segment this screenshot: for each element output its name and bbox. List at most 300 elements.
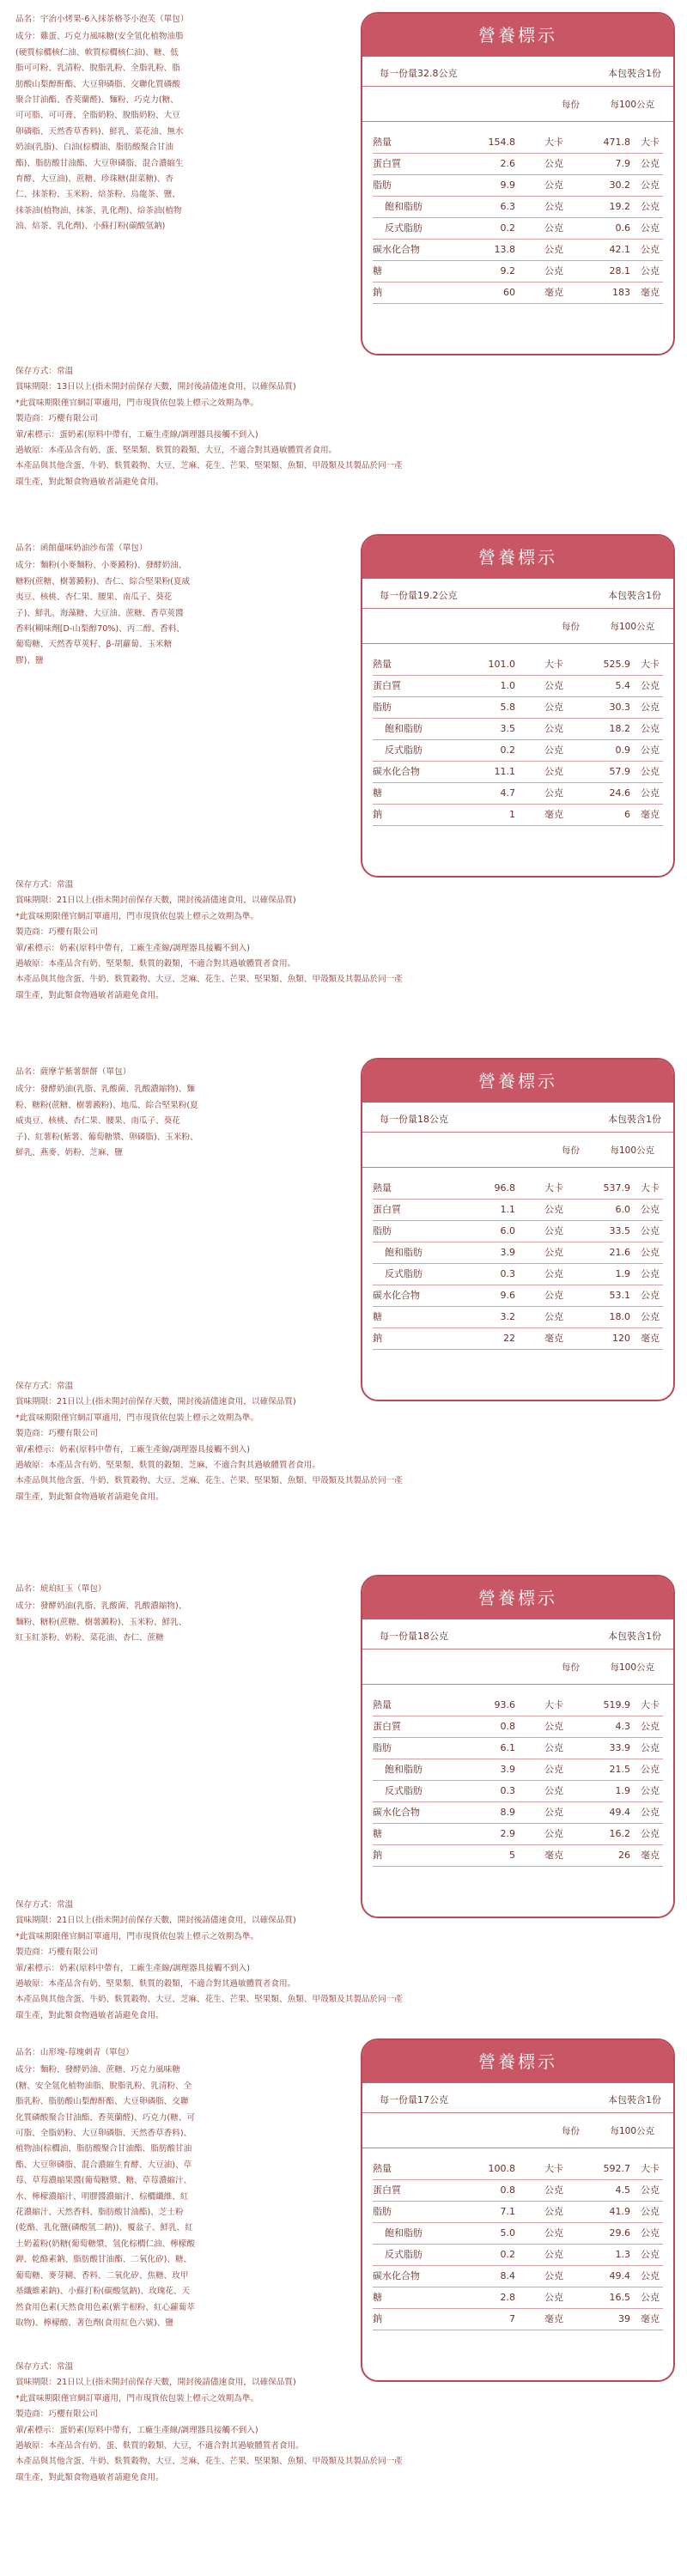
storage-line: *此賞味期限僅官網訂單適用，門市現貨依包裝上標示之效期為準。 xyxy=(15,2393,259,2403)
nutrient-label: 蛋白質 xyxy=(373,158,401,169)
storage-line: 環生產，對此類食物過敏者請避免食用。 xyxy=(15,2010,164,2020)
ingredient-line: 仁、抹茶粉、玉米粉、焙茶粉、烏龍茶、鹽、 xyxy=(15,190,180,200)
storage-line: 葷/素標示：奶素(原料中帶有，工廠生產線/調理器具接觸不到入) xyxy=(15,1963,250,1973)
ingredient-line: 水、檸檬濃縮汁、明膠醬濃縮汁、棕櫚纖維、紅 xyxy=(15,2191,189,2202)
serving-size: 每一份量18公克 xyxy=(380,1631,448,1642)
ingredient-line: 莓、草莓濃縮果醬(葡萄糖漿、糖、草莓濃縮汁、 xyxy=(15,2176,192,2186)
unit-per-100g: 公克 xyxy=(641,723,660,734)
value-per-serving: 9.9 xyxy=(500,179,515,191)
ingredient-line: 子)、紅薯粉(紫薯、葡萄糖漿、卵磷脂)、玉米粉、 xyxy=(15,1132,198,1142)
value-per-serving: 0.8 xyxy=(500,2184,515,2196)
storage-line: 保存方式：常溫 xyxy=(15,1382,74,1391)
servings-per-pack: 本包裝含1份 xyxy=(608,68,661,79)
unit-per-serving: 公克 xyxy=(544,222,563,234)
column-headers xyxy=(362,609,673,644)
column-headers xyxy=(362,1133,673,1168)
value-per-serving: 0.8 xyxy=(500,1721,515,1732)
product-description xyxy=(15,1582,307,1647)
nutrition-label-title: 營養標示 xyxy=(362,536,673,579)
storage-line: 保存方式：常溫 xyxy=(15,2362,74,2372)
nutrient-label: 熱量 xyxy=(373,2163,392,2174)
storage-line: *此賞味期限僅官網訂單適用，門市現貨依包裝上標示之效期為準。 xyxy=(15,911,259,921)
value-per-serving: 7 xyxy=(509,2313,515,2324)
value-per-100g: 1.9 xyxy=(615,1785,630,1796)
ingredient-line: 糖粉(蔗糖、樹薯澱粉)、杏仁、綜合堅果粉(夏威 xyxy=(15,576,191,586)
storage-line: 過敏原：本產品含有奶、蛋、麩質的穀類、大豆，不適合對其過敏體質者食用。 xyxy=(15,2441,304,2451)
value-per-100g: 18.0 xyxy=(609,1311,630,1322)
col-per-serving: 每份 xyxy=(562,100,580,110)
unit-per-serving: 大卡 xyxy=(544,1699,563,1710)
nutrient-row xyxy=(373,654,663,676)
servings-per-pack: 本包裝含1份 xyxy=(608,590,661,601)
servings-per-pack: 本包裝含1份 xyxy=(608,2094,661,2105)
unit-per-serving: 公克 xyxy=(544,244,563,255)
product-name: 品名：宇治小烤果-6入抹茶格苓小泡芙（單包） xyxy=(15,15,189,24)
storage-line: 賞味期限：21日以上(指未開封前保存天數，開封後請儘速食用，以確保品質) xyxy=(15,2378,296,2388)
nutrient-row xyxy=(373,1845,663,1867)
nutrient-label: 脂肪 xyxy=(373,179,392,191)
unit-per-serving: 公克 xyxy=(544,1204,563,1215)
ingredient-line: 成分：發酵奶油(乳脂、乳酸菌、乳酸濃縮物)、 xyxy=(15,1601,187,1612)
nutrient-row xyxy=(373,1242,663,1264)
value-per-serving: 1.0 xyxy=(500,680,515,691)
value-per-100g: 28.1 xyxy=(609,265,630,276)
unit-per-serving: 公克 xyxy=(544,1764,563,1775)
unit-per-100g: 公克 xyxy=(641,1785,660,1796)
unit-per-100g: 毫克 xyxy=(641,2313,660,2324)
col-per-serving: 每份 xyxy=(562,1145,580,1156)
nutrient-rows xyxy=(362,1168,673,1350)
nutrient-row xyxy=(373,2202,663,2223)
value-per-serving: 0.2 xyxy=(500,744,515,756)
value-per-100g: 183 xyxy=(612,287,630,298)
nutrient-row xyxy=(373,805,663,826)
unit-per-100g: 公克 xyxy=(641,1290,660,1301)
unit-per-100g: 毫克 xyxy=(641,1333,660,1344)
nutrient-row xyxy=(373,719,663,740)
unit-per-serving: 公克 xyxy=(544,1290,563,1301)
unit-per-100g: 公克 xyxy=(641,1721,660,1732)
value-per-100g: 33.5 xyxy=(609,1225,630,1236)
col-per-serving: 每份 xyxy=(562,1662,580,1673)
nutrient-label: 蛋白質 xyxy=(373,1204,401,1215)
value-per-100g: 53.1 xyxy=(609,1290,630,1301)
nutrient-row xyxy=(373,783,663,805)
col-per-serving: 每份 xyxy=(562,2126,580,2136)
value-per-serving: 0.2 xyxy=(500,222,515,234)
product-description xyxy=(15,2045,307,2331)
storage-line: 本產品與其他含蛋、牛奶、麩質穀物、大豆、芝麻、花生、芒果、堅果類、魚類、甲殼類及其製品於同一產 xyxy=(15,1476,403,1486)
value-per-100g: 471.8 xyxy=(603,137,630,148)
storage-line: 保存方式：常溫 xyxy=(15,367,74,376)
value-per-100g: 19.2 xyxy=(609,201,630,212)
unit-per-100g: 大卡 xyxy=(641,1182,660,1194)
ingredient-line: 可可脂、可可膏、全脂奶粉、脫脂奶粉、大豆 xyxy=(15,111,180,121)
value-per-serving: 8.9 xyxy=(500,1807,515,1818)
nutrient-label: 熱量 xyxy=(373,659,392,670)
nutrition-label-title: 營養標示 xyxy=(362,1577,673,1619)
ingredient-line: 鉀、乾酪素鈉、脂肪酸甘油酯、二氧化矽)、糖、 xyxy=(15,2255,192,2265)
storage-line: 葷/素標示：奶素(原料中帶有，工廠生產線/調理器具接觸不到入) xyxy=(15,943,250,953)
storage-line: 賞味期限：21日以上(指未開封前保存天數，開封後請儘速食用，以確保品質) xyxy=(15,896,296,906)
ingredient-line: 香料(糊味劑[D-山梨醇70%)、丙二醇、香料、 xyxy=(15,624,185,635)
unit-per-100g: 公克 xyxy=(641,680,660,691)
unit-per-serving: 大卡 xyxy=(544,137,563,148)
value-per-serving: 6.0 xyxy=(500,1225,515,1236)
storage-line: 本產品與其他含蛋、牛奶、麩質穀物、大豆、芝麻、花生、芒果、堅果類、魚類、甲殼類及其製品於同一產 xyxy=(15,1995,403,2005)
value-per-100g: 42.1 xyxy=(609,244,630,255)
serving-row xyxy=(362,57,673,87)
value-per-100g: 0.6 xyxy=(615,222,630,234)
nutrient-label: 碳水化合物 xyxy=(373,766,420,777)
storage-line: 過敏原：本產品含有奶、堅果類、麩質的穀類，不適合對其過敏體質者食用。 xyxy=(15,959,296,969)
value-per-serving: 0.2 xyxy=(500,2249,515,2260)
unit-per-serving: 公克 xyxy=(544,1742,563,1753)
nutrient-label: 脂肪 xyxy=(373,1742,392,1753)
ingredient-line: 抹茶油(植物油、抹茶、乳化劑)、焙茶油(植物 xyxy=(15,205,182,216)
nutrient-rows xyxy=(362,2148,673,2330)
storage-line: 過敏原：本產品含有奶、蛋、堅果類、麩質的穀類、大豆，不適合對其過敏體質者食用。 xyxy=(15,446,337,456)
unit-per-100g: 公克 xyxy=(641,1204,660,1215)
unit-per-serving: 大卡 xyxy=(544,2163,563,2174)
unit-per-serving: 毫克 xyxy=(544,1333,563,1344)
unit-per-serving: 公克 xyxy=(544,766,563,777)
nutrient-row xyxy=(373,2266,663,2287)
unit-per-serving: 大卡 xyxy=(544,1182,563,1194)
ingredient-line: 育酵、大豆油)、蔗糖、珍珠糖(甜菜糖)、杏 xyxy=(15,174,173,185)
value-per-100g: 29.6 xyxy=(609,2227,630,2239)
unit-per-serving: 公克 xyxy=(544,723,563,734)
storage-line: 保存方式：常溫 xyxy=(15,880,74,890)
ingredient-line: 成分：麵粉(小麥麵粉、小麥澱粉)、發酵奶油、 xyxy=(15,561,187,571)
col-per-100g: 每100公克 xyxy=(610,100,654,110)
ingredient-line: 取物)、檸檬酸、著色劑(食用紅色六號)、鹽 xyxy=(15,2318,173,2328)
nutrient-row xyxy=(373,762,663,783)
unit-per-100g: 公克 xyxy=(641,2184,660,2196)
nutrient-label: 鈉 xyxy=(373,2313,382,2324)
storage-line: 製造商：巧櫻有限公司 xyxy=(15,927,98,938)
unit-per-serving: 公克 xyxy=(544,201,563,212)
serving-size: 每一份量19.2公克 xyxy=(380,590,458,601)
serving-size: 每一份量32.8公克 xyxy=(380,68,458,79)
value-per-100g: 49.4 xyxy=(609,1807,630,1818)
value-per-100g: 21.6 xyxy=(609,1247,630,1258)
unit-per-100g: 公克 xyxy=(641,1225,660,1236)
value-per-serving: 3.9 xyxy=(500,1764,515,1775)
storage-line: 環生產，對此類食物過敏者請避免食用。 xyxy=(15,477,164,487)
storage-line: 環生產，對此類食物過敏者請避免食用。 xyxy=(15,990,164,1000)
storage-line: 葷/素標示：蛋奶素(原料中帶有，工廠生產線/調理器具接觸不到入) xyxy=(15,429,258,440)
value-per-100g: 30.2 xyxy=(609,179,630,191)
nutrient-label: 飽和脂肪 xyxy=(385,2227,423,2239)
value-per-serving: 6.3 xyxy=(500,201,515,212)
value-per-100g: 1.9 xyxy=(615,1268,630,1279)
product-description xyxy=(15,541,307,669)
nutrient-label: 反式脂肪 xyxy=(385,222,423,234)
unit-per-serving: 公克 xyxy=(544,2249,563,2260)
nutrient-label: 飽和脂肪 xyxy=(385,1247,423,1258)
product-name: 品名：薩摩芋紫薯餅餅（單包） xyxy=(15,1067,131,1077)
ingredient-line: 土奶蓋粉(奶糖(葡萄糖漿、氫化棕櫚仁油、檸檬酸 xyxy=(15,2239,195,2249)
nutrient-row xyxy=(373,1200,663,1221)
nutrient-label: 蛋白質 xyxy=(373,1721,401,1732)
unit-per-100g: 大卡 xyxy=(641,2163,660,2174)
storage-line: 保存方式：常溫 xyxy=(15,1900,74,1910)
unit-per-100g: 大卡 xyxy=(641,659,660,670)
value-per-serving: 5.0 xyxy=(500,2227,515,2239)
value-per-serving: 154.8 xyxy=(488,137,515,148)
nutrient-label: 反式脂肪 xyxy=(385,1268,423,1279)
ingredient-line: 成分：麵粉、發酵奶油、蔗糖、巧克力風味糖 xyxy=(15,2065,180,2075)
nutrient-label: 飽和脂肪 xyxy=(385,723,423,734)
ingredient-line: 卵磷脂、天然香草香料)、鮮乳、菜花油、無水 xyxy=(15,126,184,137)
unit-per-100g: 公克 xyxy=(641,1742,660,1753)
nutrient-rows xyxy=(362,122,673,304)
value-per-serving: 2.6 xyxy=(500,158,515,169)
servings-per-pack: 本包裝含1份 xyxy=(608,1631,661,1642)
nutrient-row xyxy=(373,1328,663,1350)
unit-per-100g: 公克 xyxy=(641,744,660,756)
product-name: 品名：函館蘊味奶油沙布蕾（單包） xyxy=(15,544,148,553)
ingredient-line: 酯)、脂肪酸甘油酯、大豆卵磷脂、混合濃縮生 xyxy=(15,158,184,168)
nutrient-label: 反式脂肪 xyxy=(385,744,423,756)
nutrition-label xyxy=(361,1058,675,1401)
nutrient-row xyxy=(373,1307,663,1328)
value-per-100g: 39 xyxy=(618,2313,630,2324)
unit-per-100g: 毫克 xyxy=(641,287,660,298)
product-name: 品名：山形塊-莓塊刺青（單包） xyxy=(15,2048,134,2057)
storage-line: 葷/素標示：奶素(原料中帶有，工廠生產線/調理器具接觸不到入) xyxy=(15,1444,250,1455)
unit-per-serving: 毫克 xyxy=(544,809,563,820)
unit-per-serving: 公克 xyxy=(544,680,563,691)
storage-line: 賞味期限：21日以上(指未開封前保存天數，開封後請儘速食用，以確保品質) xyxy=(15,1397,296,1407)
value-per-serving: 5.8 xyxy=(500,702,515,713)
product-description xyxy=(15,12,307,235)
nutrient-row xyxy=(373,197,663,218)
value-per-serving: 5 xyxy=(509,1850,515,1861)
nutrient-row xyxy=(373,240,663,261)
nutrient-row xyxy=(373,1802,663,1824)
column-headers xyxy=(362,2113,673,2148)
unit-per-serving: 公克 xyxy=(544,265,563,276)
nutrient-label: 反式脂肪 xyxy=(385,1785,423,1796)
unit-per-100g: 公克 xyxy=(641,2227,660,2239)
unit-per-100g: 公克 xyxy=(641,1807,660,1818)
nutrient-row xyxy=(373,697,663,719)
unit-per-serving: 公克 xyxy=(544,2184,563,2196)
nutrient-label: 鈉 xyxy=(373,809,382,820)
storage-line: 環生產，對此類食物過敏者請避免食用。 xyxy=(15,1492,164,1502)
value-per-serving: 2.8 xyxy=(500,2292,515,2303)
nutrient-row xyxy=(373,218,663,240)
value-per-100g: 16.2 xyxy=(609,1828,630,1839)
ingredient-line: 子)、鮮乳、海藻糖、大豆油、蔗糖、香草莢醬 xyxy=(15,608,184,618)
unit-per-serving: 毫克 xyxy=(544,287,563,298)
nutrient-rows xyxy=(362,1685,673,1867)
storage-line: 本產品與其他含蛋、牛奶、麩質穀物、大豆、芝麻、花生、芒果、堅果類、魚類、甲殼類及其製品於同一產 xyxy=(15,975,403,985)
ingredient-line: 然食用色素(天然食用色素(紫芋根粉、紅心蘿蔔萃 xyxy=(15,2302,195,2312)
ingredient-line: 紅玉紅茶粉、奶粉、菜花油、杏仁、蔗糖 xyxy=(15,1633,164,1643)
storage-line: 製造商：巧櫻有限公司 xyxy=(15,2409,98,2420)
unit-per-serving: 公克 xyxy=(544,2227,563,2239)
value-per-100g: 6 xyxy=(624,809,630,820)
col-per-serving: 每份 xyxy=(562,622,580,632)
unit-per-100g: 公克 xyxy=(641,1268,660,1279)
storage-line: 本產品與其他含蛋、牛奶、麩質穀物、大豆、芝麻、花生、芒果、堅果類、魚類、甲殼類及其製品於同一產 xyxy=(15,2457,403,2467)
nutrient-row xyxy=(373,1285,663,1307)
nutrient-row xyxy=(373,2180,663,2202)
nutrient-label: 糖 xyxy=(373,787,382,799)
nutrient-label: 熱量 xyxy=(373,137,392,148)
column-headers xyxy=(362,1649,673,1685)
unit-per-serving: 公克 xyxy=(544,2292,563,2303)
value-per-serving: 11.1 xyxy=(494,766,515,777)
ingredient-line: 成分：雞蛋、巧克力風味糖(安全氫化植物油脂 xyxy=(15,32,184,42)
unit-per-serving: 公克 xyxy=(544,1268,563,1279)
product-description xyxy=(15,1065,307,1161)
ingredient-line: 葡萄糖、麥芽糊、香料、二氧化矽、焦糖、玫甲 xyxy=(15,2270,189,2281)
unit-per-serving: 公克 xyxy=(544,744,563,756)
nutrient-label: 蛋白質 xyxy=(373,2184,401,2196)
nutrient-row xyxy=(373,1824,663,1845)
unit-per-100g: 公克 xyxy=(641,1247,660,1258)
nutrition-label xyxy=(361,534,675,878)
nutrient-row xyxy=(373,1738,663,1759)
value-per-serving: 13.8 xyxy=(494,244,515,255)
unit-per-100g: 公克 xyxy=(641,1311,660,1322)
storage-line: 過敏原：本產品含有奶、堅果類、麩質的穀類、芝麻，不適合對其過敏體質者食用。 xyxy=(15,1461,320,1471)
nutrient-row xyxy=(373,261,663,283)
nutrient-row xyxy=(373,2309,663,2330)
ingredient-line: 成分：發酵奶油(乳脂、乳酸菌、乳酸濃縮物)、麵 xyxy=(15,1084,195,1095)
value-per-serving: 8.4 xyxy=(500,2270,515,2281)
value-per-serving: 60 xyxy=(503,287,515,298)
unit-per-serving: 公克 xyxy=(544,787,563,799)
nutrient-row xyxy=(373,1695,663,1716)
value-per-serving: 4.7 xyxy=(500,787,515,799)
value-per-100g: 18.2 xyxy=(609,723,630,734)
value-per-100g: 49.4 xyxy=(609,2270,630,2281)
ingredient-line: (硬質棕櫚核仁油、軟質棕櫚核仁油)、糖、低 xyxy=(15,47,179,58)
value-per-100g: 16.5 xyxy=(609,2292,630,2303)
ingredient-line: 威夷豆、核桃、杏仁果、腰果、南瓜子、葵花 xyxy=(15,1116,180,1127)
unit-per-serving: 毫克 xyxy=(544,2313,563,2324)
value-per-serving: 9.6 xyxy=(500,1290,515,1301)
nutrient-label: 飽和脂肪 xyxy=(385,1764,423,1775)
storage-info xyxy=(15,878,617,1004)
value-per-100g: 41.9 xyxy=(609,2206,630,2217)
nutrient-row xyxy=(373,154,663,175)
product-name: 品名：琥珀紅玉（單包） xyxy=(15,1584,106,1594)
serving-size: 每一份量18公克 xyxy=(380,1114,448,1125)
nutrient-label: 糖 xyxy=(373,265,382,276)
value-per-serving: 7.1 xyxy=(500,2206,515,2217)
unit-per-100g: 公克 xyxy=(641,2270,660,2281)
ingredient-line: 基纖維素鈉)、小蘇打粉(碳酸氫鈉)、玫瑰花、天 xyxy=(15,2287,191,2297)
storage-line: 製造商：巧櫻有限公司 xyxy=(15,1947,98,1958)
unit-per-100g: 毫克 xyxy=(641,1850,660,1861)
storage-line: *此賞味期限僅官網訂單適用，門市現貨依包裝上標示之效期為準。 xyxy=(15,1413,259,1423)
nutrient-label: 碳水化合物 xyxy=(373,1290,420,1301)
nutrient-label: 糖 xyxy=(373,1311,382,1322)
value-per-100g: 0.9 xyxy=(615,744,630,756)
value-per-100g: 5.4 xyxy=(615,680,630,691)
nutrient-row xyxy=(373,740,663,762)
nutrition-label-title: 營養標示 xyxy=(362,14,673,57)
nutrient-label: 鈉 xyxy=(373,1333,382,1344)
ingredient-line: 脂可可粉、乳清粉、脫脂乳粉、全脂乳粉、脂 xyxy=(15,64,180,74)
value-per-100g: 537.9 xyxy=(603,1182,630,1194)
unit-per-serving: 公克 xyxy=(544,1225,563,1236)
nutrient-row xyxy=(373,175,663,197)
nutrient-label: 脂肪 xyxy=(373,1225,392,1236)
ingredient-line: 奶油(乳脂)、白油(棕櫚油、脂肪酸聚合甘油 xyxy=(15,143,173,153)
storage-line: 賞味期限：21日以上(指未開封前保存天數，開封後請儘速食用，以確保品質) xyxy=(15,1916,296,1926)
unit-per-100g: 公克 xyxy=(641,265,660,276)
value-per-serving: 93.6 xyxy=(494,1699,515,1710)
nutrition-label xyxy=(361,1575,675,1918)
value-per-serving: 100.8 xyxy=(488,2163,515,2174)
unit-per-100g: 公克 xyxy=(641,2206,660,2217)
unit-per-100g: 公克 xyxy=(641,766,660,777)
value-per-100g: 24.6 xyxy=(609,787,630,799)
unit-per-serving: 公克 xyxy=(544,1828,563,1839)
nutrient-row xyxy=(373,1178,663,1200)
ingredient-line: 油、焙茶、乳化劑)、小蘇打粉(碳酸氫鈉) xyxy=(15,222,166,232)
servings-per-pack: 本包裝含1份 xyxy=(608,1114,661,1125)
ingredient-line: 麵粉、糖粉(蔗糖、樹薯澱粉)、玉米粉、鮮乳、 xyxy=(15,1617,187,1627)
value-per-100g: 33.9 xyxy=(609,1742,630,1753)
value-per-serving: 1.1 xyxy=(500,1204,515,1215)
unit-per-serving: 公克 xyxy=(544,1721,563,1732)
col-per-100g: 每100公克 xyxy=(610,1145,654,1156)
unit-per-100g: 公克 xyxy=(641,2292,660,2303)
unit-per-100g: 毫克 xyxy=(641,809,660,820)
unit-per-100g: 公克 xyxy=(641,702,660,713)
nutrient-row xyxy=(373,132,663,154)
value-per-serving: 96.8 xyxy=(494,1182,515,1194)
column-headers xyxy=(362,87,673,122)
nutrition-label-title: 營養標示 xyxy=(362,2040,673,2083)
nutrition-label-title: 營養標示 xyxy=(362,1060,673,1103)
nutrient-label: 碳水化合物 xyxy=(373,2270,420,2281)
unit-per-100g: 大卡 xyxy=(641,137,660,148)
ingredient-line: 植物油(棕櫚油、脂肪酸聚合甘油酯、脂肪酸甘油 xyxy=(15,2144,192,2154)
ingredient-line: 脂乳粉、脂肪酸山梨醇酐酯、大豆卵磷脂、交聯 xyxy=(15,2097,189,2107)
unit-per-100g: 公克 xyxy=(641,244,660,255)
unit-per-serving: 公克 xyxy=(544,1311,563,1322)
serving-size: 每一份量17公克 xyxy=(380,2094,448,2105)
nutrient-label: 糖 xyxy=(373,1828,382,1839)
value-per-serving: 22 xyxy=(503,1333,515,1344)
storage-line: 賞味期限：13日以上(指未開封前保存天數，開封後請儘速食用，以確保品質) xyxy=(15,382,296,392)
nutrient-label: 鈉 xyxy=(373,1850,382,1861)
value-per-serving: 1 xyxy=(509,809,515,820)
unit-per-serving: 公克 xyxy=(544,179,563,191)
nutrient-row xyxy=(373,2287,663,2309)
value-per-100g: 4.5 xyxy=(615,2184,630,2196)
value-per-100g: 120 xyxy=(612,1333,630,1344)
col-per-100g: 每100公克 xyxy=(610,2126,654,2136)
value-per-serving: 3.2 xyxy=(500,1311,515,1322)
value-per-serving: 9.2 xyxy=(500,265,515,276)
value-per-100g: 7.9 xyxy=(615,158,630,169)
ingredient-line: 夷豆、核桃、杏仁果、腰果、南瓜子、葵花 xyxy=(15,592,173,603)
value-per-serving: 0.3 xyxy=(500,1785,515,1796)
unit-per-serving: 大卡 xyxy=(544,659,563,670)
storage-line: 製造商：巧櫻有限公司 xyxy=(15,414,98,424)
unit-per-serving: 公克 xyxy=(544,1785,563,1796)
